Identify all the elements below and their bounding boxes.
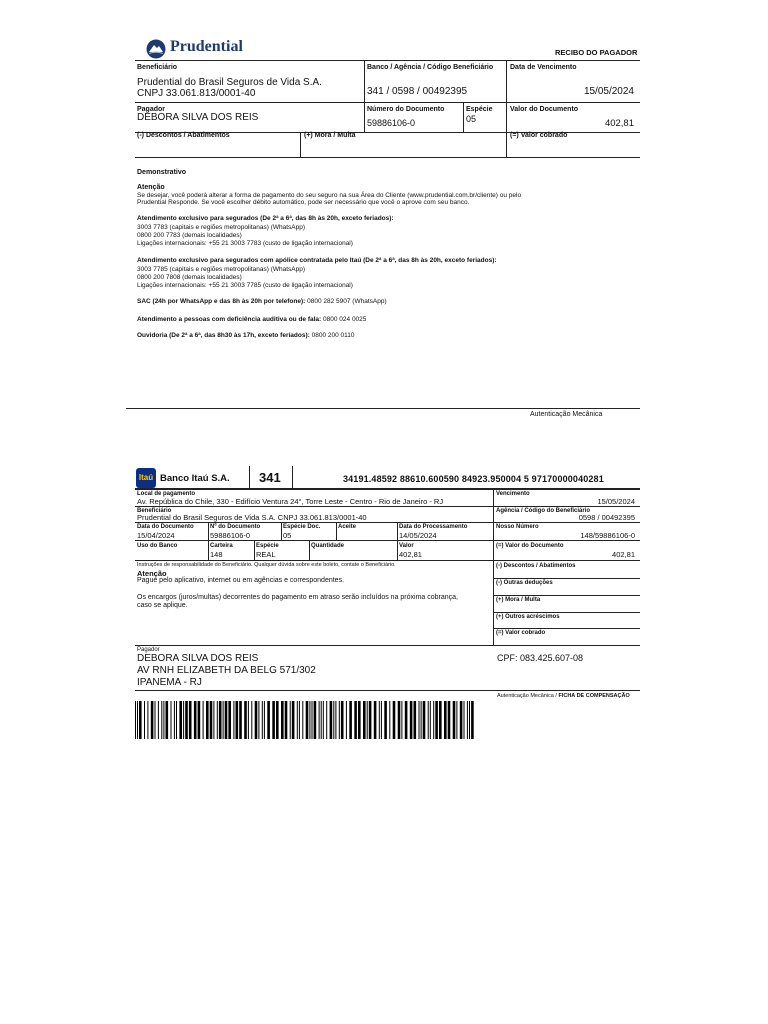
divider: [309, 540, 310, 560]
barcode-bar: [323, 701, 324, 739]
barcode-bar: [223, 701, 224, 739]
agencia-codigo-label: Agência / Código do Beneficiário: [496, 508, 591, 514]
barcode-bar: [198, 701, 201, 739]
segurados-line: 0800 200 7783 (demais localidades): [137, 232, 242, 239]
outras-deducoes-label: (-) Outras deduções: [496, 580, 553, 586]
carteira-value: 148: [210, 550, 223, 559]
barcode-bar: [405, 701, 408, 739]
deficiencia-value: 0800 024 0025: [321, 316, 367, 323]
aceite-label: Aceite: [338, 524, 357, 530]
data-processamento-label: Data do Processamento: [399, 524, 468, 530]
barcode-bar: [174, 701, 175, 739]
divider: [463, 102, 464, 132]
pagador-label: Pagador: [137, 106, 166, 113]
divider: [135, 488, 640, 490]
barcode-bar: [374, 701, 377, 739]
especie-label: Espécie: [466, 106, 493, 113]
bank-name: Banco Itaú S.A.: [160, 473, 230, 484]
atencao-line: Se desejar, você poderá alterar a forma de pagamento do seu seguro na sua Área do Cliente (www.prudential.com.br/cliente) ou pelo: [137, 192, 522, 199]
barcode-bar: [267, 701, 270, 739]
barcode-bar: [203, 701, 204, 739]
prudential-logo: [146, 38, 266, 60]
barcode-bar: [155, 701, 156, 739]
barcode-bar: [189, 701, 192, 739]
divider: [135, 690, 640, 691]
barcode-bar: [179, 701, 182, 739]
itau-segurados-title: Atendimento exclusivo para segurados com apólice contratada pelo Itaú (De 2ª a 6ª, das 8h às 20h, exceto feriados):: [137, 257, 497, 264]
sac-line: [137, 298, 387, 306]
barcode-bar: [297, 701, 298, 739]
ficha-pagador-cpf: CPF: 083.425.607-08: [497, 653, 584, 663]
barcode-bar: [369, 701, 372, 739]
ficha-valor-cobrado-label: (=) Valor cobrado: [496, 630, 546, 636]
instrucoes-header: Instruções de responsabilidade do Beneficiário. Qualquer dúvida sobre este boleto, contate o Beneficiário.: [137, 562, 396, 568]
barcode-bar: [460, 701, 463, 739]
barcode-bar: [255, 701, 258, 739]
barcode-bar: [163, 701, 164, 739]
valor-documento-value: 402,81: [604, 118, 634, 129]
divider: [397, 522, 398, 560]
especie-doc-value: 05: [283, 531, 292, 540]
ficha-especie-value: REAL: [256, 550, 276, 559]
barcode-bar: [139, 701, 142, 739]
sac-value: 0800 282 5907 (WhatsApp): [305, 298, 387, 305]
barcode-bar: [210, 701, 213, 739]
barcode-bar: [248, 701, 249, 739]
barcode-bar: [469, 701, 470, 739]
barcode-bar: [384, 701, 387, 739]
ficha-pagador-name: DEBORA SILVA DOS REIS: [137, 653, 259, 664]
barcode-bar: [228, 701, 231, 739]
barcode-bar: [398, 701, 401, 739]
divider: [208, 522, 209, 560]
agencia-codigo-value: 0598 / 00492395: [578, 513, 635, 522]
barcode-bar: [151, 701, 154, 739]
barcode-bar: [419, 701, 420, 739]
barcode-bar: [236, 701, 239, 739]
barcode-bar: [430, 701, 431, 739]
uso-banco-label: Uso do Banco: [137, 543, 178, 549]
barcode-bar: [363, 701, 366, 739]
prudential-rock-icon: [146, 39, 166, 59]
barcode-bar: [346, 701, 347, 739]
divider: [135, 60, 640, 61]
barcode-bar: [219, 701, 222, 739]
barcode-bar: [333, 701, 334, 739]
ficha-pagador-label: Pagador: [137, 647, 160, 653]
footer-autenticacao: Autenticação Mecânica /: [497, 693, 559, 699]
ficha-especie-label: Espécie: [256, 543, 279, 549]
barcode-bar: [312, 701, 313, 739]
ficha-valor-documento-label: (=) Valor do Documento: [496, 543, 564, 549]
barcode-bar: [206, 701, 209, 739]
divider: [281, 522, 282, 540]
barcode-bar: [339, 701, 340, 739]
especie-value: 05: [466, 114, 477, 124]
barcode-bar: [225, 701, 228, 739]
ficha-valor-documento-value: 402,81: [612, 550, 635, 559]
barcode-bar: [233, 701, 234, 739]
itau-segurados-line: Ligações internacionais: +55 21 3003 7785 (custo de ligação internacional): [137, 282, 353, 289]
barcode-bar: [276, 701, 279, 739]
divider: [135, 102, 640, 103]
divider: [493, 488, 494, 645]
pagador-name: DEBORA SILVA DOS REIS: [137, 112, 259, 123]
ouvidoria-value: 0800 200 0110: [309, 332, 355, 339]
divider: [300, 132, 301, 157]
barcode-bar: [281, 701, 284, 739]
barcode-bar: [272, 701, 275, 739]
barcode-bar: [341, 701, 344, 739]
banco-label: Banco / Agência / Código Beneficiário: [367, 64, 494, 71]
barcode-bar: [171, 701, 172, 739]
barcode-bar: [389, 701, 390, 739]
barcode-bar: [381, 701, 382, 739]
barcode-bar: [423, 701, 426, 739]
barcode-bar: [258, 701, 259, 739]
itau-segurados-line: 0800 200 7808 (demais localidades): [137, 274, 242, 281]
instrucao-line: caso se aplique.: [137, 602, 188, 609]
barcode-bar: [321, 701, 322, 739]
barcode-bar: [456, 701, 457, 739]
barcode-bar: [410, 701, 413, 739]
itau-logo-text: Itaú: [138, 473, 154, 482]
outros-acrescimos-label: (+) Outros acréscimos: [496, 614, 560, 620]
atencao-line: Prudential Responde. Se você escolher débito automático, pode ser necessário que você o aprove com seu banco.: [137, 199, 470, 206]
divider: [292, 466, 293, 488]
barcode-bar: [176, 701, 177, 739]
data-documento-label: Data do Documento: [137, 524, 194, 530]
ficha-pagador-bairro: IPANEMA - RJ: [137, 677, 202, 688]
especie-doc-label: Espécie Doc.: [283, 524, 321, 530]
ouvidoria-label: Ouvidoria (De 2ª a 6ª, das 8h30 às 17h, exceto feriados):: [137, 332, 310, 339]
beneficiario-label: Beneficiário: [137, 64, 178, 71]
barcode-bar: [285, 701, 288, 739]
divider: [135, 157, 640, 158]
valor-cobrado-label: (=) Valor cobrado: [510, 132, 568, 139]
itau-segurados-line: 3003 7785 (capitais e regiões metropolitanas) (WhatsApp): [137, 266, 306, 273]
barcode-bar: [421, 701, 422, 739]
barcode-bar: [401, 701, 402, 739]
barcode-bar: [217, 701, 218, 739]
n-documento-label: Nº do Documento: [210, 524, 261, 530]
ficha-vencimento-value: 15/05/2024: [597, 497, 635, 506]
barcode-bar: [166, 701, 169, 739]
ficha-mora-label: (+) Mora / Multa: [496, 597, 541, 603]
divider: [249, 466, 250, 488]
quantidade-label: Quantidade: [311, 543, 345, 549]
barcode-bar: [158, 701, 159, 739]
barcode-bar: [326, 701, 327, 739]
barcode-bar: [135, 701, 136, 739]
barcode-bar: [367, 701, 368, 739]
barcode-bar: [467, 701, 468, 739]
sac-label: SAC (24h por WhatsApp e das 8h às 20h por telefone):: [137, 298, 306, 305]
deficiencia-label: Atendimento a pessoas com deficiência auditiva ou de fala:: [137, 316, 322, 323]
barcode-bar: [453, 701, 456, 739]
local-pagamento-value: Av. República do Chile, 330 - Edifício Ventura 24°, Torre Leste - Centro - Rio de Janeiro - RJ: [137, 497, 444, 506]
barcode-bar: [358, 701, 361, 739]
ficha-vencimento-label: Vencimento: [496, 491, 530, 497]
barcode-bar: [439, 701, 442, 739]
beneficiario-cnpj: CNPJ 33.061.813/0001-40: [137, 88, 256, 99]
ouvidoria-line: [137, 332, 355, 340]
barcode-bar: [428, 701, 429, 739]
barcode-bar: [194, 701, 197, 739]
autenticacao-mecanica: Autenticação Mecânica: [530, 411, 603, 418]
barcode-bar: [299, 701, 300, 739]
barcode-bar: [448, 701, 451, 739]
ficha-beneficiario-value: Prudential do Brasil Seguros de Vida S.A. CNPJ 33.061.813/0001-40: [137, 513, 367, 522]
valor-label: Valor: [399, 543, 414, 549]
brand-name: Prudential: [170, 38, 243, 55]
carteira-label: Carteira: [210, 543, 233, 549]
barcode-bar: [213, 701, 214, 739]
barcode-bar: [137, 701, 138, 739]
ficha-footer: [497, 692, 630, 700]
banco-value: 341 / 0598 / 00492395: [367, 86, 468, 97]
barcode-bar: [393, 701, 396, 739]
barcode-bar: [319, 701, 320, 739]
itau-logo: [136, 468, 156, 488]
valor-documento-label: Valor do Documento: [510, 106, 579, 113]
barcode-bar: [264, 701, 265, 739]
nosso-numero-label: Nosso Número: [496, 524, 539, 530]
barcode-bar: [185, 701, 188, 739]
barcode-bar: [354, 701, 357, 739]
mora-label: (+) Mora / Multa: [304, 132, 356, 139]
deficiencia-line: [137, 316, 366, 324]
barcode-bar: [335, 701, 336, 739]
barcode-bar: [444, 701, 447, 739]
receipt-title: RECIBO DO PAGADOR: [555, 48, 638, 57]
barcode-bar: [239, 701, 242, 739]
barcode-bar: [414, 701, 417, 739]
descontos-label: (-) Descontos / Abatimentos: [137, 132, 230, 139]
segurados-line: 3003 7783 (capitais e regiões metropolitanas) (WhatsApp): [137, 224, 306, 231]
local-pagamento-label: Local de pagamento: [137, 491, 196, 497]
bank-code: 341: [259, 470, 281, 485]
divider: [336, 522, 337, 540]
barcode-bar: [292, 701, 295, 739]
valor-value: 402,81: [399, 550, 422, 559]
barcode-bar: [302, 701, 303, 739]
ficha-atencao-title: Atenção: [137, 569, 167, 578]
numero-documento-label: Número do Documento: [367, 106, 445, 113]
segurados-title: Atendimento exclusivo para segurados (De 2ª a 6ª, das 8h às 20h, exceto feriados):: [137, 215, 394, 222]
barcode-bar: [330, 701, 333, 739]
divider: [364, 60, 365, 132]
barcode-bar: [306, 701, 309, 739]
segurados-line: Ligações internacionais: +55 21 3003 7783 (custo de ligação internacional): [137, 240, 353, 247]
barcode-bar: [161, 701, 162, 739]
divider: [135, 645, 640, 646]
barcode-bar: [435, 701, 438, 739]
barcode-bar: [309, 701, 310, 739]
barcode-bar: [147, 701, 148, 739]
data-documento-value: 15/04/2024: [137, 531, 175, 540]
ficha-beneficiario-label: Beneficiário: [137, 508, 172, 514]
barcode-bar: [251, 701, 252, 739]
barcode-bar: [379, 701, 380, 739]
divider: [126, 408, 640, 409]
barcode-bar: [433, 701, 434, 739]
ficha-descontos-label: (-) Descontos / Abatimentos: [496, 563, 576, 569]
barcode-bar: [183, 701, 184, 739]
vencimento-value: 15/05/2024: [583, 86, 634, 97]
barcode-bar: [471, 701, 474, 739]
n-documento-value: 59886106-0: [210, 531, 251, 540]
ficha-pagador-endereco: AV RNH ELIZABETH DA BELG 571/302: [137, 665, 316, 676]
divider: [254, 540, 255, 560]
footer-ficha-compensacao: FICHA DE COMPENSAÇÃO: [558, 693, 630, 699]
demonstrativo-title: Demonstrativo: [137, 169, 187, 176]
linha-digitavel: 34191.48592 88610.600590 84923.950004 5 97170000040281: [343, 474, 604, 484]
numero-documento-value: 59886106-0: [367, 118, 416, 128]
divider: [135, 540, 640, 541]
barcode-bar: [314, 701, 317, 739]
barcode: [133, 701, 483, 739]
barcode-bar: [244, 701, 247, 739]
barcode-bar: [262, 701, 263, 739]
divider: [506, 60, 507, 157]
atencao-title: Atenção: [137, 184, 165, 191]
barcode-bar: [464, 701, 465, 739]
barcode-bar: [349, 701, 352, 739]
instrucao-line: Os encargos (juros/multas) decorrentes do pagamento em atraso serão incluídos na próxima cobrança,: [137, 594, 458, 601]
barcode-bar: [290, 701, 291, 739]
instrucao-line: Pague pelo aplicativo, internet ou em agências e correspondentes.: [137, 577, 345, 584]
barcode-bar: [144, 701, 145, 739]
nosso-numero-value: 148/59886106-0: [580, 531, 635, 540]
beneficiario-name: Prudential do Brasil Seguros de Vida S.A.: [137, 77, 322, 88]
vencimento-label: Data de Vencimento: [510, 64, 577, 71]
data-processamento-value: 14/05/2024: [399, 531, 437, 540]
